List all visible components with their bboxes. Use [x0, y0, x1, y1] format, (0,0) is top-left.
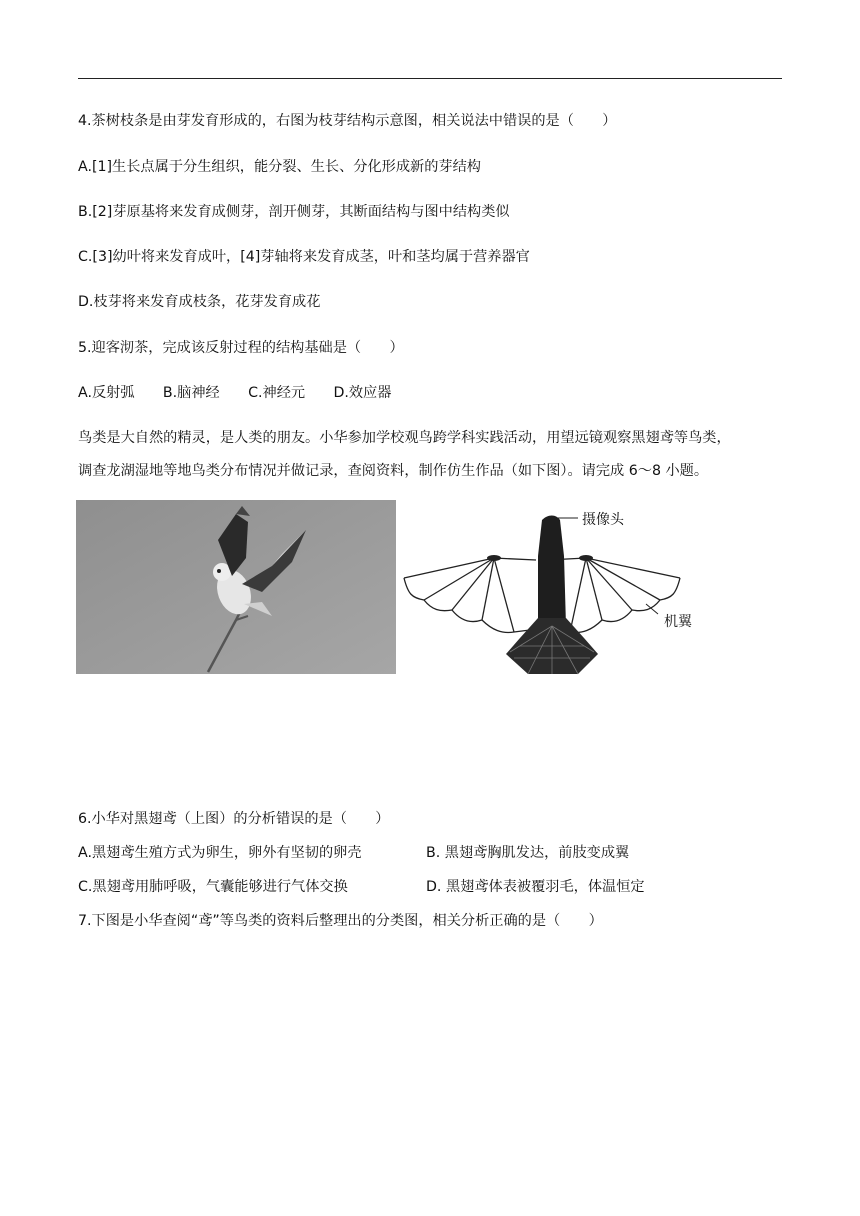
intro-line-2: 调查龙湖湿地等地鸟类分布情况并做记录，查阅资料，制作仿生作品（如下图）。请完成 6～8 小题。: [78, 463, 709, 479]
q6-option-d: D. 黑翅鸢体表被覆羽毛，体温恒定: [426, 879, 645, 895]
q4-option-a: A.[1]生长点属于分生组织，能分裂、生长、分化形成新的芽结构: [78, 159, 481, 175]
q6-option-b: B. 黑翅鸢胸肌发达，前肢变成翼: [426, 845, 630, 861]
camera-label: 摄像头: [582, 512, 624, 528]
q6-option-a: A.黑翅鸢生殖方式为卵生，卵外有坚韧的卵壳: [78, 845, 362, 861]
q4-option-b: B.[2]芽原基将来发育成侧芽，剖开侧芽，其断面结构与图中结构类似: [78, 204, 510, 220]
wing-label: 机翼: [664, 614, 692, 630]
q4-option-d: D.枝芽将来发育成枝条，花芽发育成花: [78, 294, 321, 310]
q6-option-c: C.黑翅鸢用肺呼吸，气囊能够进行气体交换: [78, 879, 348, 895]
intro-line-1: 鸟类是大自然的精灵，是人类的朋友。小华参加学校观鸟跨学科实践活动，用望远镜观察黑翅鸢等鸟类，: [78, 430, 731, 446]
q5-stem: 5.迎客沏茶，完成该反射过程的结构基础是（ ）: [78, 340, 404, 356]
bionic-wing-diagram: [402, 506, 712, 678]
header-rule: [78, 78, 782, 79]
q4-stem: 4.茶树枝条是由芽发育形成的，右图为枝芽结构示意图，相关说法中错误的是（ ）: [78, 113, 617, 129]
black-winged-kite-photo: [76, 500, 396, 674]
q4-option-c: C.[3]幼叶将来发育成叶，[4]芽轴将来发育成茎，叶和茎均属于营养器官: [78, 249, 530, 265]
q7-stem: 7.下图是小华查阅“鸢”等鸟类的资料后整理出的分类图，相关分析正确的是（ ）: [78, 913, 603, 929]
q6-stem: 6.小华对黑翅鸢（上图）的分析错误的是（ ）: [78, 811, 390, 827]
q5-options: A.反射弧 B.脑神经 C.神经元 D.效应器: [78, 385, 392, 401]
